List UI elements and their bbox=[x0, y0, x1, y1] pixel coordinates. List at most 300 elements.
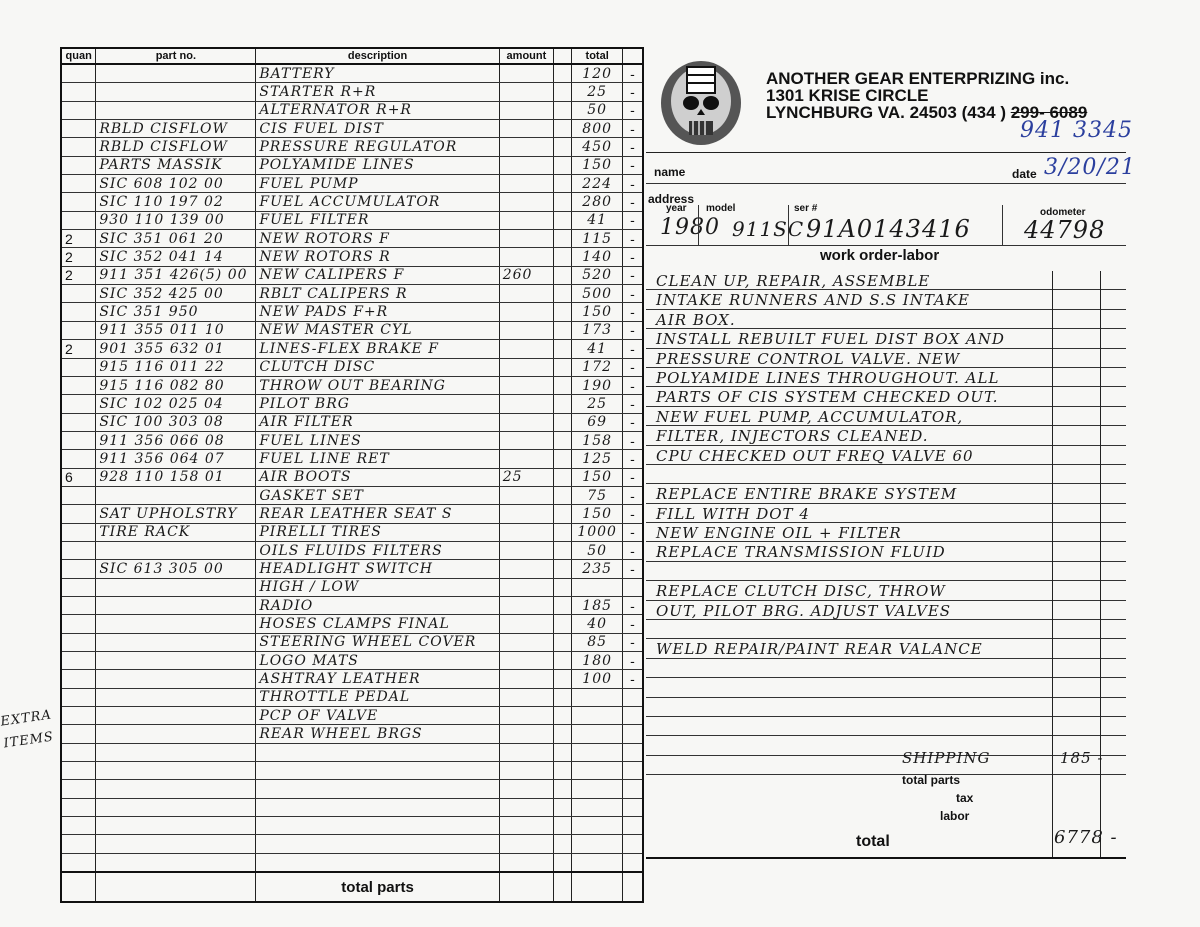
part-number-cell: SIC 351 950 bbox=[96, 303, 256, 321]
description-cell: FUEL ACCUMULATOR bbox=[256, 193, 499, 211]
total-cents-cell: - bbox=[622, 340, 643, 358]
amount-cents-cell bbox=[554, 486, 572, 504]
amount-cell bbox=[499, 798, 553, 816]
description-cell: NEW MASTER CYL bbox=[256, 321, 499, 339]
labor-row bbox=[646, 523, 1126, 542]
labor-row bbox=[646, 290, 1126, 309]
table-row bbox=[61, 193, 643, 211]
part-number-cell: RBLD CISFLOW bbox=[96, 120, 256, 138]
table-row bbox=[61, 596, 643, 614]
amount-cell bbox=[499, 743, 553, 761]
description-cell: FUEL FILTER bbox=[256, 211, 499, 229]
work-order-section bbox=[646, 152, 1136, 857]
amount-cents-cell bbox=[554, 743, 572, 761]
labor-line-text: INTAKE RUNNERS AND S.S INTAKE bbox=[656, 291, 970, 310]
total-cents-cell bbox=[622, 707, 643, 725]
total-cell: 150 bbox=[572, 468, 623, 486]
description-cell: LOGO MATS bbox=[256, 652, 499, 670]
quantity-cell bbox=[61, 64, 96, 83]
description-cell: OILS FLUIDS FILTERS bbox=[256, 541, 499, 559]
total-cents-cell: - bbox=[622, 560, 643, 578]
amount-cell bbox=[499, 120, 553, 138]
amount-cell bbox=[499, 762, 553, 780]
description-cell: NEW CALIPERS F bbox=[256, 266, 499, 284]
total-cell: 85 bbox=[572, 633, 623, 651]
total-cell: 25 bbox=[572, 83, 623, 101]
amount-cell bbox=[499, 321, 553, 339]
labor-row bbox=[646, 698, 1126, 717]
header-total-cents bbox=[622, 48, 643, 64]
work-order-title: work order-labor bbox=[820, 247, 940, 264]
labor-line-text: WELD REPAIR/PAINT REAR VALANCE bbox=[656, 640, 983, 659]
total-cents-cell bbox=[622, 798, 643, 816]
table-row bbox=[61, 578, 643, 596]
labor-row bbox=[646, 329, 1126, 348]
labor-row bbox=[646, 446, 1126, 465]
amount-cell bbox=[499, 670, 553, 688]
amount-cents-cell bbox=[554, 175, 572, 193]
quantity-cell bbox=[61, 798, 96, 816]
amount-cents-cell bbox=[554, 340, 572, 358]
total-cell: 172 bbox=[572, 358, 623, 376]
part-number-cell: TIRE RACK bbox=[96, 523, 256, 541]
amount-cents-cell bbox=[554, 248, 572, 266]
amount-cents-cell bbox=[554, 101, 572, 119]
labor-row bbox=[646, 620, 1126, 639]
labor-row bbox=[646, 756, 1126, 775]
quantity-cell bbox=[61, 450, 96, 468]
total-cell bbox=[572, 743, 623, 761]
total-cents-cell: - bbox=[622, 285, 643, 303]
amount-cents-cell bbox=[554, 64, 572, 83]
header-quan: quan bbox=[61, 48, 96, 64]
quantity-cell bbox=[61, 541, 96, 559]
labor-row bbox=[646, 407, 1126, 426]
description-cell: BATTERY bbox=[256, 64, 499, 83]
quantity-cell bbox=[61, 523, 96, 541]
amount-cell bbox=[499, 138, 553, 156]
amount-cell bbox=[499, 64, 553, 83]
amount-cents-cell bbox=[554, 266, 572, 284]
labor-line-text: INSTALL REBUILT FUEL DIST BOX AND bbox=[656, 330, 1005, 349]
table-row bbox=[61, 413, 643, 431]
quantity-cell bbox=[61, 413, 96, 431]
quantity-cell bbox=[61, 762, 96, 780]
part-number-cell: SIC 351 061 20 bbox=[96, 230, 256, 248]
total-cents-cell: - bbox=[622, 468, 643, 486]
part-number-cell bbox=[96, 670, 256, 688]
total-cell: 224 bbox=[572, 175, 623, 193]
quantity-cell bbox=[61, 395, 96, 413]
total-cell bbox=[572, 725, 623, 743]
labor-line-text: REPLACE TRANSMISSION FLUID bbox=[656, 543, 946, 562]
part-number-cell bbox=[96, 853, 256, 872]
quantity-cell bbox=[61, 560, 96, 578]
total-cents-cell: - bbox=[622, 670, 643, 688]
total-cents-cell: - bbox=[622, 211, 643, 229]
amount-cents-cell bbox=[554, 707, 572, 725]
labor-row bbox=[646, 639, 1126, 658]
part-number-cell bbox=[96, 688, 256, 706]
amount-cell bbox=[499, 835, 553, 853]
labor-line-text: REPLACE ENTIRE BRAKE SYSTEM bbox=[656, 485, 958, 504]
quantity-cell bbox=[61, 505, 96, 523]
amount-cents-cell bbox=[554, 725, 572, 743]
table-row bbox=[61, 652, 643, 670]
total-cents-cell bbox=[622, 780, 643, 798]
total-cents-cell: - bbox=[622, 431, 643, 449]
description-cell bbox=[256, 835, 499, 853]
table-row bbox=[61, 780, 643, 798]
total-cell: 235 bbox=[572, 560, 623, 578]
amount-cell bbox=[499, 633, 553, 651]
total-cents-cell: - bbox=[622, 321, 643, 339]
total-cents-cell: - bbox=[622, 83, 643, 101]
total-cell: 125 bbox=[572, 450, 623, 468]
quantity-cell bbox=[61, 376, 96, 394]
table-row bbox=[61, 688, 643, 706]
amount-cents-cell bbox=[554, 83, 572, 101]
amount-cell bbox=[499, 780, 553, 798]
amount-cell bbox=[499, 376, 553, 394]
total-cents-cell: - bbox=[622, 358, 643, 376]
table-row bbox=[61, 266, 643, 284]
part-number-cell: 911 356 066 08 bbox=[96, 431, 256, 449]
total-cents-cell: - bbox=[622, 450, 643, 468]
part-number-cell: SIC 352 425 00 bbox=[96, 285, 256, 303]
total-cell bbox=[572, 707, 623, 725]
header-total: total bbox=[572, 48, 623, 64]
amount-cell bbox=[499, 450, 553, 468]
odometer-label: odometer bbox=[1040, 207, 1086, 218]
labor-line-text: CLEAN UP, REPAIR, ASSEMBLE bbox=[656, 272, 931, 290]
total-cents-cell bbox=[622, 743, 643, 761]
part-number-cell: SIC 613 305 00 bbox=[96, 560, 256, 578]
total-cell: 450 bbox=[572, 138, 623, 156]
part-number-cell: 911 355 011 10 bbox=[96, 321, 256, 339]
total-cell: 190 bbox=[572, 376, 623, 394]
quantity-cell bbox=[61, 615, 96, 633]
amount-cents-cell bbox=[554, 285, 572, 303]
table-row bbox=[61, 450, 643, 468]
description-cell: THROTTLE PEDAL bbox=[256, 688, 499, 706]
total-cell: 150 bbox=[572, 505, 623, 523]
amount-cents-cell bbox=[554, 358, 572, 376]
description-cell: PCP OF VALVE bbox=[256, 707, 499, 725]
total-cents-cell bbox=[622, 853, 643, 872]
table-row bbox=[61, 211, 643, 229]
model-value: 911SC bbox=[732, 217, 805, 241]
total-cell bbox=[572, 780, 623, 798]
total-cell bbox=[572, 853, 623, 872]
total-cell: 1000 bbox=[572, 523, 623, 541]
labor-line-text: NEW ENGINE OIL + FILTER bbox=[656, 524, 902, 543]
labor-row bbox=[646, 678, 1126, 697]
labor-line-text: CPU CHECKED OUT FREQ VALVE 60 bbox=[656, 446, 974, 465]
summary-labor-label: labor bbox=[940, 809, 970, 823]
amount-cents-cell bbox=[554, 817, 572, 835]
part-number-cell: SIC 110 197 02 bbox=[96, 193, 256, 211]
labor-line-text: FILTER, INJECTORS CLEANED. bbox=[656, 427, 929, 446]
quantity-cell bbox=[61, 835, 96, 853]
amount-cell bbox=[499, 541, 553, 559]
quantity-cell bbox=[61, 652, 96, 670]
total-cents-cell: - bbox=[622, 120, 643, 138]
quantity-cell bbox=[61, 578, 96, 596]
amount-cell bbox=[499, 486, 553, 504]
total-cents-cell bbox=[622, 578, 643, 596]
amount-cents-cell bbox=[554, 652, 572, 670]
quantity-cell bbox=[61, 707, 96, 725]
address-label: address bbox=[648, 192, 695, 206]
total-cell bbox=[572, 817, 623, 835]
summary-total-parts-label: total parts bbox=[902, 773, 961, 787]
amount-cents-cell bbox=[554, 303, 572, 321]
parts-header-row bbox=[61, 48, 643, 64]
total-cents-cell: - bbox=[622, 633, 643, 651]
amount-cents-cell bbox=[554, 193, 572, 211]
labor-row bbox=[646, 484, 1126, 503]
part-number-cell: SAT UPHOLSTRY bbox=[96, 505, 256, 523]
amount-cell bbox=[499, 652, 553, 670]
quantity-cell bbox=[61, 486, 96, 504]
quantity-cell bbox=[61, 817, 96, 835]
table-row bbox=[61, 303, 643, 321]
total-cents-cell bbox=[622, 725, 643, 743]
total-cents-cell: - bbox=[622, 175, 643, 193]
amount-cents-cell bbox=[554, 835, 572, 853]
description-cell: POLYAMIDE LINES bbox=[256, 156, 499, 174]
summary-tax-label: tax bbox=[956, 791, 974, 805]
total-cents-cell bbox=[622, 762, 643, 780]
total-cents-cell: - bbox=[622, 248, 643, 266]
total-cell: 150 bbox=[572, 303, 623, 321]
labor-row bbox=[646, 368, 1126, 387]
quantity-cell bbox=[61, 596, 96, 614]
odometer-value: 44798 bbox=[1024, 216, 1106, 244]
part-number-cell: 915 116 082 80 bbox=[96, 376, 256, 394]
amount-cents-cell bbox=[554, 321, 572, 339]
side-note bbox=[0, 705, 56, 756]
quantity-cell bbox=[61, 101, 96, 119]
table-row bbox=[61, 707, 643, 725]
table-row bbox=[61, 817, 643, 835]
table-row bbox=[61, 486, 643, 504]
description-cell: CLUTCH DISC bbox=[256, 358, 499, 376]
summary-total-value: 6778 - bbox=[1054, 827, 1118, 848]
amount-cell bbox=[499, 560, 553, 578]
total-cell: 100 bbox=[572, 670, 623, 688]
side-note-line1: EXTRA bbox=[0, 707, 53, 730]
part-number-cell bbox=[96, 835, 256, 853]
total-cell: 158 bbox=[572, 431, 623, 449]
part-number-cell: SIC 100 303 08 bbox=[96, 413, 256, 431]
part-number-cell: PARTS MASSIK bbox=[96, 156, 256, 174]
description-cell: NEW PADS F+R bbox=[256, 303, 499, 321]
total-cell: 520 bbox=[572, 266, 623, 284]
description-cell: FUEL LINES bbox=[256, 431, 499, 449]
labor-row bbox=[646, 504, 1126, 523]
labor-row bbox=[646, 601, 1126, 620]
amount-cell bbox=[499, 817, 553, 835]
labor-line-text: NEW FUEL PUMP, ACCUMULATOR, bbox=[656, 407, 964, 426]
amount-cents-cell bbox=[554, 523, 572, 541]
quantity-cell: 2 bbox=[61, 340, 96, 358]
part-number-cell: RBLD CISFLOW bbox=[96, 138, 256, 156]
table-row bbox=[61, 120, 643, 138]
total-cents-cell: - bbox=[622, 505, 643, 523]
total-cents-cell: - bbox=[622, 138, 643, 156]
table-row bbox=[61, 175, 643, 193]
part-number-cell bbox=[96, 101, 256, 119]
labor-row bbox=[646, 717, 1126, 736]
table-row bbox=[61, 431, 643, 449]
total-cents-cell: - bbox=[622, 64, 643, 83]
amount-cell bbox=[499, 358, 553, 376]
description-cell: PIRELLI TIRES bbox=[256, 523, 499, 541]
part-number-cell bbox=[96, 541, 256, 559]
labor-line-text: PRESSURE CONTROL VALVE. NEW bbox=[656, 349, 961, 368]
total-parts-row bbox=[61, 872, 643, 902]
total-cell: 120 bbox=[572, 64, 623, 83]
quantity-cell: 2 bbox=[61, 248, 96, 266]
ser-label: ser # bbox=[794, 203, 818, 214]
company-header bbox=[766, 70, 1087, 121]
model-label: model bbox=[706, 203, 736, 214]
parts-body bbox=[61, 64, 643, 872]
amount-cents-cell bbox=[554, 688, 572, 706]
part-number-cell: 915 116 011 22 bbox=[96, 358, 256, 376]
quantity-cell bbox=[61, 83, 96, 101]
quantity-cell bbox=[61, 285, 96, 303]
amount-cents-cell bbox=[554, 853, 572, 872]
part-number-cell bbox=[96, 596, 256, 614]
total-cell: 50 bbox=[572, 101, 623, 119]
total-cents-cell: - bbox=[622, 413, 643, 431]
quantity-cell bbox=[61, 120, 96, 138]
amount-cents-cell bbox=[554, 450, 572, 468]
amount-cell bbox=[499, 83, 553, 101]
description-cell: GASKET SET bbox=[256, 486, 499, 504]
description-cell: AIR FILTER bbox=[256, 413, 499, 431]
total-cell: 173 bbox=[572, 321, 623, 339]
part-number-cell: 911 356 064 07 bbox=[96, 450, 256, 468]
quantity-cell bbox=[61, 156, 96, 174]
description-cell: LINES-FLEX BRAKE F bbox=[256, 340, 499, 358]
amount-cents-cell bbox=[554, 615, 572, 633]
quantity-cell bbox=[61, 138, 96, 156]
labor-row bbox=[646, 659, 1126, 678]
labor-line-text: PARTS OF CIS SYSTEM CHECKED OUT. bbox=[656, 388, 999, 407]
part-number-cell bbox=[96, 725, 256, 743]
total-cell: 115 bbox=[572, 230, 623, 248]
part-number-cell bbox=[96, 486, 256, 504]
amount-cell bbox=[499, 193, 553, 211]
amount-cents-cell bbox=[554, 505, 572, 523]
part-number-cell bbox=[96, 743, 256, 761]
total-cents-cell bbox=[622, 835, 643, 853]
quantity-cell bbox=[61, 780, 96, 798]
amount-cents-cell bbox=[554, 596, 572, 614]
part-number-cell bbox=[96, 652, 256, 670]
total-cents-cell bbox=[622, 688, 643, 706]
description-cell bbox=[256, 780, 499, 798]
table-row bbox=[61, 523, 643, 541]
total-cell: 41 bbox=[572, 211, 623, 229]
amount-cell bbox=[499, 285, 553, 303]
total-cents-cell: - bbox=[622, 101, 643, 119]
amount-cell bbox=[499, 175, 553, 193]
part-number-cell bbox=[96, 798, 256, 816]
table-row bbox=[61, 670, 643, 688]
amount-cents-cell bbox=[554, 120, 572, 138]
date-label: date bbox=[1012, 167, 1037, 181]
table-row bbox=[61, 798, 643, 816]
part-number-cell bbox=[96, 633, 256, 651]
table-row bbox=[61, 230, 643, 248]
total-cell: 800 bbox=[572, 120, 623, 138]
quantity-cell bbox=[61, 321, 96, 339]
amount-cents-cell bbox=[554, 230, 572, 248]
total-cents-cell: - bbox=[622, 596, 643, 614]
table-row bbox=[61, 321, 643, 339]
total-cell bbox=[572, 688, 623, 706]
amount-cents-cell bbox=[554, 670, 572, 688]
amount-cell bbox=[499, 303, 553, 321]
amount-cell bbox=[499, 230, 553, 248]
ser-value: 91A0143416 bbox=[806, 215, 971, 243]
amount-cell bbox=[499, 413, 553, 431]
part-number-cell: SIC 102 025 04 bbox=[96, 395, 256, 413]
total-cell: 69 bbox=[572, 413, 623, 431]
year-label: year bbox=[666, 203, 687, 214]
part-number-cell bbox=[96, 707, 256, 725]
labor-row bbox=[646, 542, 1126, 561]
amount-cell bbox=[499, 615, 553, 633]
table-row bbox=[61, 358, 643, 376]
total-cents-cell: - bbox=[622, 193, 643, 211]
amount-cell bbox=[499, 596, 553, 614]
quantity-cell bbox=[61, 853, 96, 872]
description-cell: HOSES CLAMPS FINAL bbox=[256, 615, 499, 633]
description-cell: CIS FUEL DIST bbox=[256, 120, 499, 138]
quantity-cell bbox=[61, 211, 96, 229]
description-cell: PRESSURE REGULATOR bbox=[256, 138, 499, 156]
total-parts-label: total parts bbox=[256, 872, 499, 902]
quantity-cell: 2 bbox=[61, 230, 96, 248]
total-cents-cell: - bbox=[622, 266, 643, 284]
total-cents-cell: - bbox=[622, 303, 643, 321]
company-address: 1301 KRISE CIRCLE bbox=[766, 86, 929, 105]
description-cell: FUEL PUMP bbox=[256, 175, 499, 193]
description-cell: NEW ROTORS F bbox=[256, 230, 499, 248]
labor-line-text: FILL WITH DOT 4 bbox=[656, 504, 810, 523]
labor-row bbox=[646, 581, 1126, 600]
table-row bbox=[61, 101, 643, 119]
amount-cell bbox=[499, 578, 553, 596]
quantity-cell bbox=[61, 633, 96, 651]
amount-cell bbox=[499, 101, 553, 119]
amount-cents-cell bbox=[554, 376, 572, 394]
labor-line-text: REPLACE CLUTCH DISC, THROW bbox=[656, 582, 946, 601]
amount-cents-cell bbox=[554, 578, 572, 596]
quantity-cell bbox=[61, 303, 96, 321]
description-cell: HIGH / LOW bbox=[256, 578, 499, 596]
table-row bbox=[61, 762, 643, 780]
total-cell: 50 bbox=[572, 541, 623, 559]
description-cell: REAR LEATHER SEAT S bbox=[256, 505, 499, 523]
quantity-cell: 2 bbox=[61, 266, 96, 284]
